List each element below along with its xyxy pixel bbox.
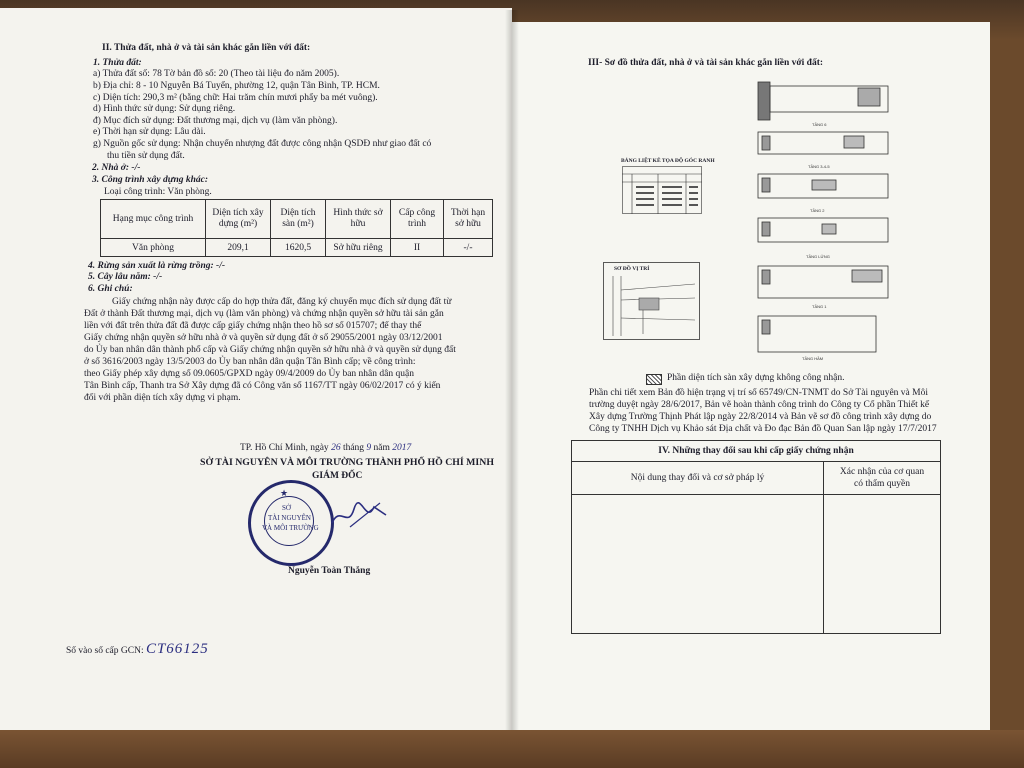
other-works-heading: 3. Công trình xây dựng khác: bbox=[92, 175, 209, 185]
usage-origin: g) Nguồn gốc sử dụng: Nhận chuyển nhượng đất được công nhận QSDĐ như giao đất có bbox=[93, 139, 432, 149]
footnote-line: Công ty TNHH Dịch vụ Khảo sát Địa chất và Đo đạc Bản đồ Quan San lập ngày 17/7/2017 bbox=[589, 424, 937, 434]
svg-text:TẦNG 2: TẦNG 2 bbox=[810, 208, 825, 213]
legend-text: Phần diện tích sàn xây dựng không công nhận. bbox=[667, 373, 845, 383]
certificate-value: CT66125 bbox=[145, 641, 209, 657]
location-map-title: SƠ ĐỒ VỊ TRÍ bbox=[614, 266, 650, 272]
changes-content-header: Nội dung thay đổi và cơ sở pháp lý bbox=[572, 462, 824, 495]
note-line: ở số 3616/2003 ngày 13/5/2003 do Ủy ban nhân dân quận Tân Bình cấp; về công trình: bbox=[84, 357, 416, 367]
house-heading: 2. Nhà ở: -/- bbox=[92, 163, 141, 173]
handwritten-signature bbox=[330, 495, 390, 535]
director-title: GIÁM ĐỐC bbox=[312, 471, 363, 481]
footnote-line: Phần chi tiết xem Bản đồ hiện trạng vị trí số 65749/CN-TNMT do Sở Tài nguyên và Môi bbox=[589, 388, 928, 398]
seal-text: SỞ bbox=[282, 504, 291, 512]
svg-text:TẦNG 6: TẦNG 6 bbox=[812, 122, 827, 127]
seal-text: VÀ MÔI TRƯỜNG bbox=[262, 524, 319, 532]
seal-star-icon: ★ bbox=[280, 488, 289, 498]
coord-table-title: BẢNG LIỆT KÊ TỌA ĐỘ GÓC RANH bbox=[621, 158, 715, 164]
table-cell: Sở hữu riêng bbox=[326, 239, 391, 257]
table-header: Cấp công trình bbox=[391, 200, 444, 239]
table-row bbox=[101, 239, 493, 257]
svg-text:TẦNG LỬNG: TẦNG LỬNG bbox=[806, 254, 830, 259]
plot-address: b) Địa chỉ: 8 - 10 Nguyễn Bá Tuyển, phường 12, quận Tân Bình, TP. HCM. bbox=[93, 81, 380, 91]
note-line: do Ủy ban nhân dân thành phố cấp và Giấy chứng nhận quyền sở hữu nhà ở và quyền sử dụng đất bbox=[84, 345, 456, 355]
floor-plan-drawings bbox=[752, 80, 902, 362]
svg-text:TẦNG 1: TẦNG 1 bbox=[812, 304, 827, 309]
certificate-number bbox=[66, 641, 209, 657]
changes-header-row bbox=[572, 462, 941, 495]
note-line: đối với phần diện tích xây dựng vi phạm. bbox=[84, 393, 241, 403]
authority-header-line: Xác nhận của cơ quan bbox=[839, 467, 925, 477]
notes-heading: 6. Ghi chú: bbox=[88, 284, 133, 294]
table-cell: -/- bbox=[444, 239, 493, 257]
hatch-legend-icon bbox=[646, 374, 662, 385]
table-header: Diện tích xây dựng (m²) bbox=[206, 200, 271, 239]
section2-heading: II. Thửa đất, nhà ở và tài sản khác gắn liền với đất: bbox=[102, 43, 311, 53]
svg-text:TẦNG HẦM: TẦNG HẦM bbox=[802, 356, 824, 361]
table-header: Hạng mục công trình bbox=[101, 200, 206, 239]
note-line: Đất ở thành Đất thương mại, dịch vụ (làm văn phòng) và chứng nhận quyền sở hữu tài sản gắn bbox=[84, 309, 444, 319]
table-cell: 209,1 bbox=[206, 239, 271, 257]
changes-content-cell bbox=[572, 495, 824, 634]
authority-header-line: có thẩm quyền bbox=[854, 479, 910, 489]
changes-authority-cell bbox=[824, 495, 941, 634]
issue-date bbox=[240, 443, 411, 454]
table-header: Thời hạn sở hữu bbox=[444, 200, 493, 239]
usage-form: d) Hình thức sử dụng: Sử dụng riêng. bbox=[93, 104, 236, 114]
works-type: Loại công trình: Văn phòng. bbox=[104, 187, 212, 197]
table-header: Hình thức sở hữu bbox=[326, 200, 391, 239]
table-surface-bottom bbox=[0, 730, 1024, 768]
issuing-agency: SỞ TÀI NGUYÊN VÀ MÔI TRƯỜNG THÀNH PHỐ HỒ CHÍ MINH bbox=[200, 457, 494, 468]
usage-term: e) Thời hạn sử dụng: Lâu dài. bbox=[93, 127, 206, 137]
section4-heading: IV. Những thay đổi sau khi cấp giấy chứng nhận bbox=[572, 441, 941, 462]
date-month-label: tháng bbox=[342, 443, 365, 453]
changes-heading-row bbox=[572, 441, 941, 462]
land-plot-heading: 1. Thửa đất: bbox=[93, 58, 142, 68]
coord-table bbox=[622, 166, 702, 214]
date-prefix: TP. Hồ Chí Minh, ngày bbox=[240, 443, 329, 453]
date-day: 26 bbox=[331, 443, 341, 453]
note-line: liền với đất trên thửa đất đã được cấp giấy chứng nhận theo hồ sơ số 015707; để thay thế bbox=[84, 321, 422, 331]
section3-heading: III- Sơ đồ thửa đất, nhà ở và tài sản khác gắn liền với đất: bbox=[588, 58, 824, 68]
changes-empty-row bbox=[572, 495, 941, 634]
note-line: Giấy chứng nhận này được cấp do hợp thửa đất, đăng ký chuyển mục đích sử dụng đất từ bbox=[112, 297, 452, 307]
table-header: Diện tích sàn (m²) bbox=[271, 200, 326, 239]
date-year-label: năm bbox=[373, 443, 390, 453]
works-table bbox=[100, 199, 493, 257]
changes-authority-header bbox=[824, 462, 941, 495]
plot-number: a) Thửa đất số: 78 Tờ bản đồ số: 20 (Theo tài liệu đo năm 2005). bbox=[93, 69, 340, 79]
forest-heading: 4. Rừng sản xuất là rừng trồng: -/- bbox=[88, 261, 226, 271]
note-line: Giấy chứng nhận quyền sở hữu nhà ở và quyền sử dụng đất ở số 29055/2001 ngày 03/12/2001 bbox=[84, 333, 443, 343]
note-line: Tân Bình cấp, Thanh tra Sở Xây dựng đã có Công văn số 1167/TT ngày 06/02/2017 có ý kiến bbox=[84, 381, 441, 391]
perennial-heading: 5. Cây lâu năm: -/- bbox=[88, 272, 163, 282]
usage-origin-cont: thu tiền sử dụng đất. bbox=[107, 151, 185, 161]
changes-table bbox=[571, 440, 941, 634]
footnote-line: trường duyệt ngày 28/6/2017, Bản vẽ hoàn thành công trình do Công ty Cổ phần Thiết kế bbox=[589, 400, 930, 410]
date-month: 9 bbox=[366, 443, 372, 453]
seal-text: TÀI NGUYÊN bbox=[268, 514, 311, 522]
footnote-line: Xây dựng Trường Thịnh Phát lập ngày 22/8/2014 và Bản vẽ sơ đồ công trình xây dựng do bbox=[589, 412, 932, 422]
date-year: 2017 bbox=[392, 443, 412, 453]
usage-purpose: đ) Mục đích sử dụng: Đất thương mại, dịch vụ (làm văn phòng). bbox=[93, 116, 338, 126]
director-name: Nguyễn Toàn Thắng bbox=[288, 566, 371, 576]
table-cell: II bbox=[391, 239, 444, 257]
page-fold bbox=[505, 10, 519, 730]
svg-text:TẦNG 3-4-5: TẦNG 3-4-5 bbox=[808, 164, 830, 169]
plot-area: c) Diện tích: 290,3 m² (bằng chữ: Hai trăm chín mươi phẩy ba mét vuông). bbox=[93, 93, 378, 103]
certificate-label: Số vào sổ cấp GCN: bbox=[66, 646, 144, 656]
table-cell: Văn phòng bbox=[101, 239, 206, 257]
table-cell: 1620,5 bbox=[271, 239, 326, 257]
note-line: theo Giấy phép xây dựng số 09.0605/GPXD ngày 09/4/2009 do Ủy ban nhân dân quận bbox=[84, 369, 414, 379]
table-header-row bbox=[101, 200, 493, 239]
